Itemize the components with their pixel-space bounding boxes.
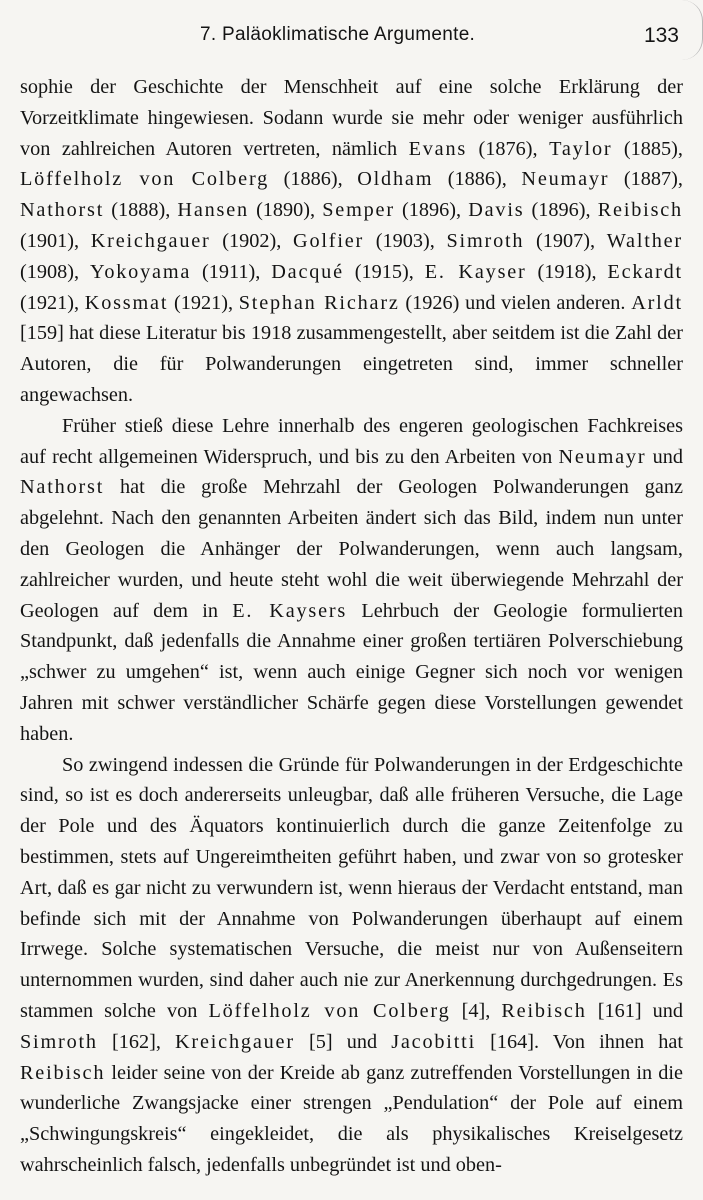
author-name: Taylor — [549, 137, 613, 160]
paragraph — [20, 72, 683, 411]
text-run: (1896), — [394, 199, 469, 222]
page-curl-mark — [682, 0, 703, 60]
text-run: Früher stieß diese Lehre innerhalb des engeren geologischen Fachkreises auf recht allgemeinen Widerspruch, und bis zu den Arbeiten von — [20, 414, 683, 468]
author-name: Yokoyama — [89, 260, 192, 283]
text-run: (1888), — [104, 199, 178, 222]
author-name: Walther — [606, 229, 683, 252]
text-run: hat die große Mehrzahl der Geologen Polwanderungen ganz abgelehnt. Nach den genannten Arbeiten ändert sich das Bild, indem nun unter den Geologen die Anhänger der Polwanderungen, wenn auch langsam, zahlreicher wurden, und heute steht wohl die weit überwiegende Mehrzahl der Geologen auf dem in — [20, 476, 683, 622]
text-run: (1902), — [210, 229, 294, 252]
author-name: Oldham — [357, 168, 434, 191]
text-run: [162], — [97, 1030, 175, 1053]
text-run: (1915), — [343, 260, 425, 283]
text-run: [161] und — [586, 999, 684, 1022]
page-header — [20, 20, 683, 50]
author-name: E. Kaysers — [232, 599, 348, 622]
text-run: leider seine von der Kreide ab ganz zutreffenden Vorstellungen in die wunderliche Zwangsjacke einer strengen „Pendulation“ der Pole auf einem „Schwingungskreis“ eingekleidet, die als physikalisches Kreiselgesetz wahrscheinlich falsch, jedenfalls unbegründet ist und oben- — [20, 1061, 683, 1176]
text-run: [5] und — [294, 1030, 392, 1053]
author-name: Semper — [322, 199, 395, 222]
text-run: und — [646, 445, 684, 468]
text-run: (1926) und vielen anderen. — [399, 291, 632, 314]
author-name: Kreichgauer — [175, 1030, 295, 1053]
author-name: Kreichgauer — [90, 229, 211, 252]
running-head: 7. Paläoklimatische Argumente. — [200, 24, 476, 45]
author-name: Dacqué — [271, 260, 344, 283]
author-name: Arldt — [631, 291, 683, 314]
text-run: [159] hat diese Literatur bis 1918 zusammengestellt, aber seitdem ist die Zahl der Autoren, die für Polwanderungen eingetreten sind, immer schneller angewachsen. — [20, 322, 683, 406]
author-name: Nathorst — [20, 199, 105, 222]
text-run: (1885), — [612, 137, 683, 160]
author-name: E. Kayser — [424, 260, 527, 283]
text-run: (1876), — [467, 137, 550, 160]
paragraph — [20, 750, 683, 1181]
page-number: 133 — [643, 24, 679, 47]
text-run: Lehrbuch der Geologie formulierten Standpunkt, daß jedenfalls die Annahme einer großen tertiären Polverschiebung „schwer zu umgehen“ ist, wenn auch einige Gegner sich noch vor wenigen Jahren mit schwer verständlicher Schärfe gegen diese Vorstellungen gewendet haben. — [20, 599, 684, 745]
author-name: Löffelholz von Colberg — [20, 168, 270, 191]
author-name: Simroth — [446, 229, 525, 252]
text-run: [164]. Von ihnen hat — [476, 1030, 683, 1053]
author-name: Nathorst — [20, 476, 105, 499]
author-name: Davis — [468, 199, 525, 222]
text-run: (1921), — [20, 291, 85, 314]
text-run: (1901), — [20, 229, 91, 252]
author-name: Eckardt — [607, 260, 683, 283]
text-run: (1887), — [609, 168, 683, 191]
author-name: Evans — [408, 137, 468, 160]
text-run: (1886), — [433, 168, 522, 191]
author-name: Löffelholz von Colberg — [208, 999, 451, 1022]
text-run: (1911), — [191, 260, 272, 283]
text-run: (1921), — [168, 291, 239, 314]
body-text — [20, 72, 683, 1181]
author-name: Stephan Richarz — [238, 291, 400, 314]
text-run: (1896), — [524, 199, 598, 222]
text-run: (1890), — [248, 199, 323, 222]
author-name: Simroth — [20, 1030, 98, 1053]
paragraph — [20, 411, 683, 750]
author-name: Reibisch — [20, 1061, 106, 1084]
text-run: (1918), — [526, 260, 608, 283]
text-run: (1908), — [20, 260, 90, 283]
author-name: Reibisch — [597, 199, 683, 222]
author-name: Neumayr — [521, 168, 610, 191]
author-name: Reibisch — [501, 999, 587, 1022]
author-name: Golfier — [293, 229, 365, 252]
author-name: Hansen — [177, 199, 249, 222]
author-name: Neumayr — [558, 445, 647, 468]
text-run: (1886), — [269, 168, 358, 191]
text-run: (1903), — [364, 229, 447, 252]
text-run: [4], — [450, 999, 502, 1022]
author-name: Jacobitti — [391, 1030, 476, 1053]
text-run: So zwingend indessen die Gründe für Polwanderungen in der Erdgeschichte sind, so ist es doch andererseits unleugbar, daß alle früheren Versuche, die Lage der Pole und des Äquators kontinuierlich durch die ganze Zeitenfolge zu bestimmen, stets auf Ungereimtheiten geführt haben, und zwar von so grotesker Art, daß es gar nicht zu verwundern ist, wenn hieraus der Verdacht entstand, man befinde sich mit der Annahme von Polwanderungen überhaupt auf einem Irrwege. Solche systematischen Versuche, die meist nur von Außenseitern unternommen wurden, sind daher auch nie zur Anerkennung durchgedrungen. Es stammen solche von — [20, 753, 683, 1022]
author-name: Kossmat — [84, 291, 169, 314]
text-run: sophie der Geschichte der Menschheit auf eine solche Erklärung der Vorzeitklimate hingewiesen. Sodann wurde sie mehr oder weniger ausführlich von zahlreichen Autoren vertreten, nämlich — [20, 76, 683, 160]
text-run: (1907), — [524, 229, 607, 252]
